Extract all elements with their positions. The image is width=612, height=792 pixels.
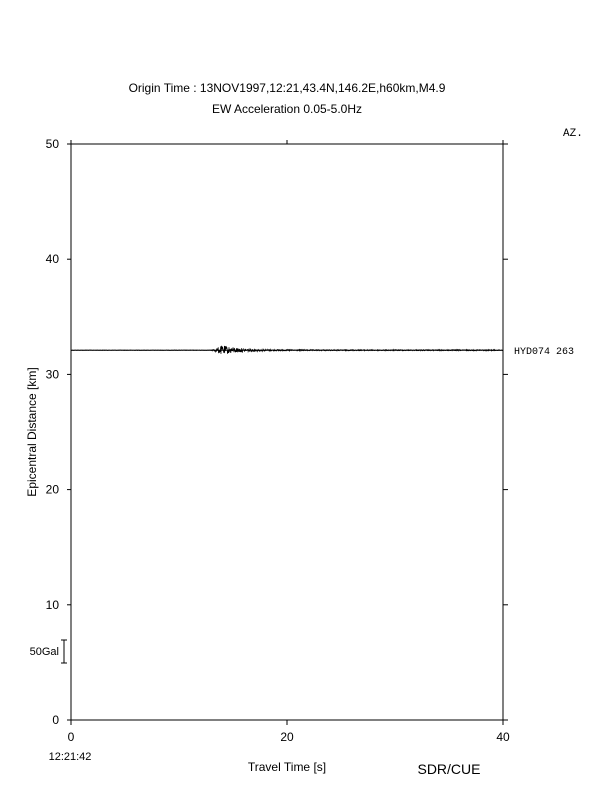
y-tick-label: 10 xyxy=(45,597,59,612)
y-axis-label: Epicentral Distance [km] xyxy=(25,367,39,497)
plot-frame xyxy=(71,144,503,720)
scale-bar xyxy=(30,640,67,663)
y-tick-label: 20 xyxy=(45,482,59,497)
y-tick-label: 50 xyxy=(45,137,59,151)
x-tick-label: 40 xyxy=(496,730,510,744)
x-axis-label: Travel Time [s] xyxy=(247,760,327,774)
waveform-traces xyxy=(71,346,574,358)
credit-label: SDR/CUE xyxy=(417,761,481,777)
start-time-label: 12:21:42 xyxy=(48,751,92,763)
trace-station-label: HYD074 263 xyxy=(514,347,575,359)
x-tick-label: 20 xyxy=(280,730,294,744)
scale-bar-label: 50Gal xyxy=(29,646,59,658)
chart-title: Origin Time : 13NOV1997,12:21,43.4N,146.2E,h60km,M4.9 xyxy=(128,81,446,95)
y-tick-label: 30 xyxy=(45,367,59,382)
axis-ticks xyxy=(67,140,508,725)
y-tick-label: 40 xyxy=(45,252,59,267)
y-tick-labels xyxy=(46,137,60,727)
x-tick-label: 0 xyxy=(67,730,75,744)
x-tick-labels xyxy=(68,730,510,744)
azimuth-header: AZ. xyxy=(563,128,583,140)
chart-subtitle: EW Acceleration 0.05-5.0Hz xyxy=(211,102,363,116)
y-tick-label: 0 xyxy=(52,713,59,727)
